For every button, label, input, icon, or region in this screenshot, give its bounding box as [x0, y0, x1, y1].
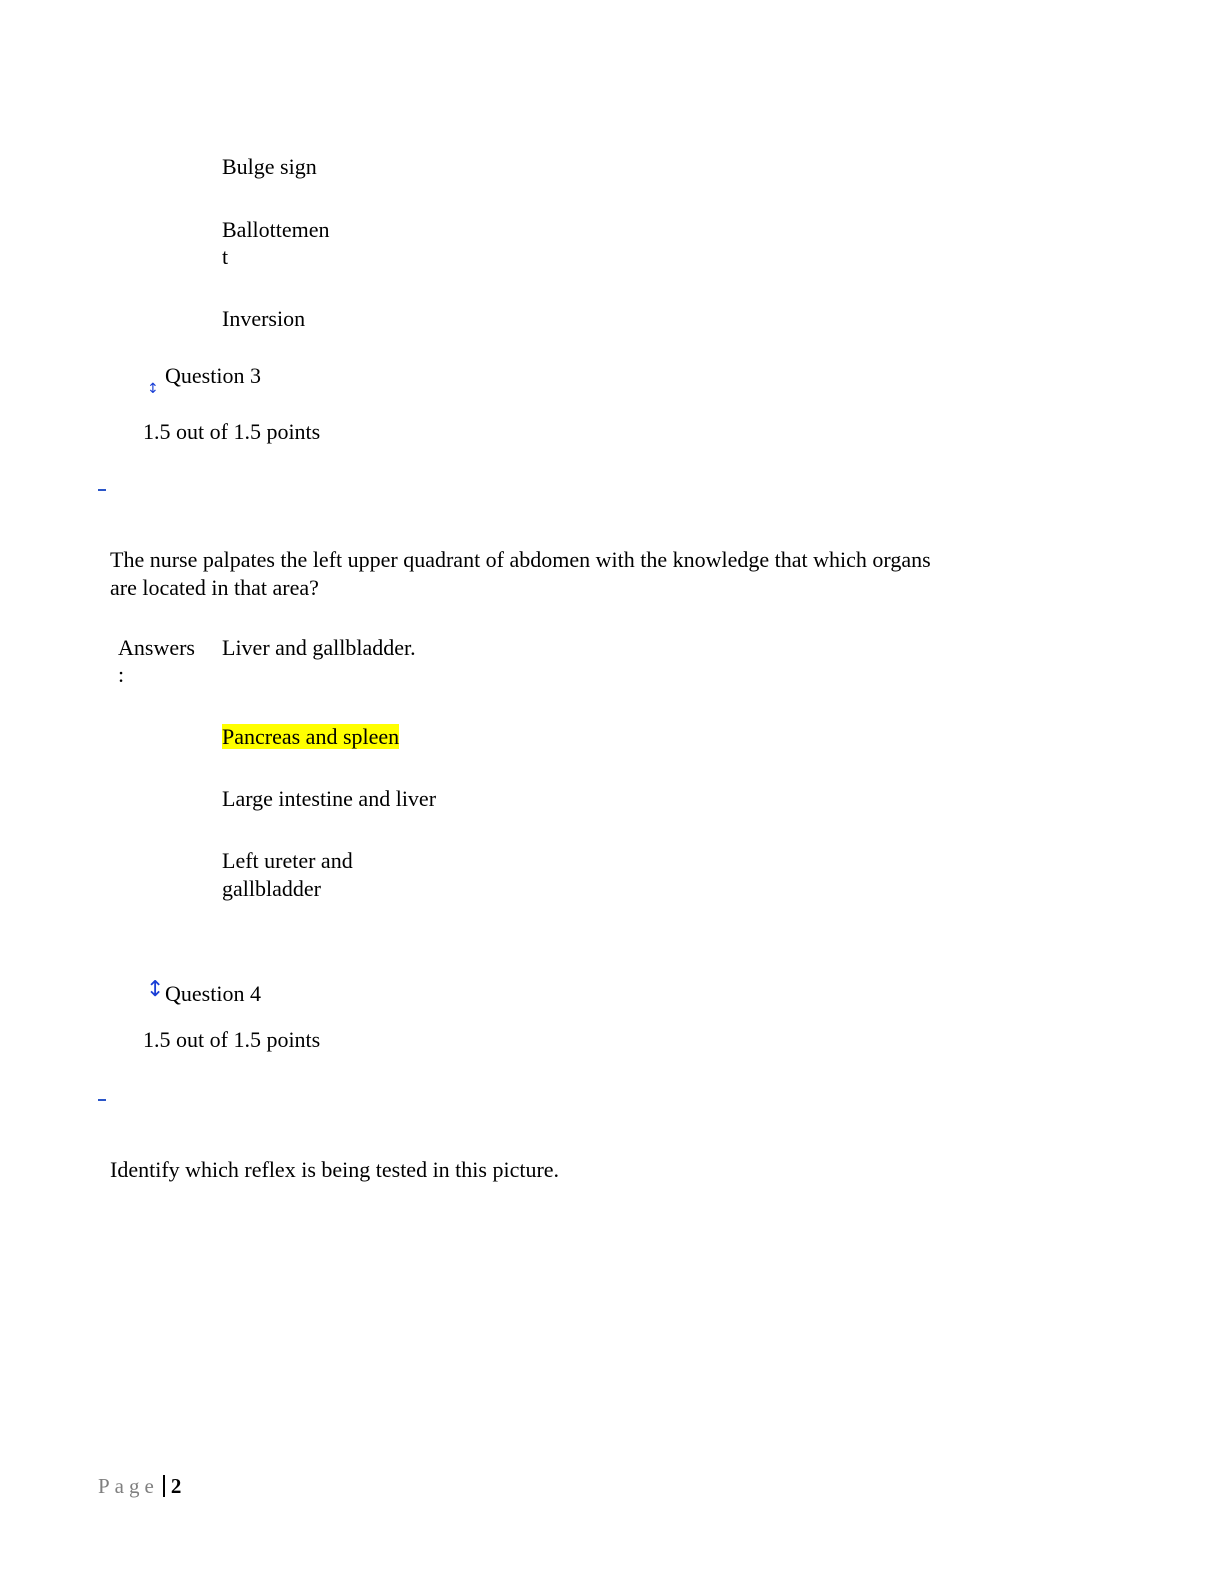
page-footer — [98, 1472, 181, 1500]
q4-prompt: Identify which reflex is being tested in this picture. — [110, 1157, 560, 1182]
q2-option-ballottement-part2: t — [222, 244, 229, 269]
q2-option-ballottement-part1: Ballottemen — [222, 217, 330, 242]
q2-option-inversion: Inversion — [222, 306, 306, 331]
q3-option-pancreas-spleen — [222, 723, 399, 751]
minus-icon[interactable] — [98, 489, 106, 491]
q4-score: 1.5 out of 1.5 points — [143, 1027, 321, 1052]
q3-option-left-ureter-part1: Left ureter and — [222, 848, 353, 873]
up-down-arrow-icon[interactable]: ↕ — [147, 381, 159, 397]
q3-option-large-intestine-liver: Large intestine and liver — [222, 786, 437, 811]
q2-option-bulge-sign: Bulge sign — [222, 154, 317, 179]
q3-score: 1.5 out of 1.5 points — [143, 419, 321, 444]
footer-divider — [163, 1475, 165, 1497]
answers-label-colon: : — [118, 662, 125, 687]
page-number: 2 — [170, 1474, 182, 1498]
answers-label: Answers — [118, 635, 195, 660]
page-label: Page — [98, 1474, 159, 1498]
q3-heading: Question 3 — [165, 363, 261, 388]
minus-icon[interactable] — [98, 1099, 106, 1101]
correct-answer-highlight: Pancreas and spleen — [222, 724, 400, 749]
q3-option-liver-gallbladder: Liver and gallbladder. — [222, 635, 416, 660]
q3-prompt-line1: The nurse palpates the left upper quadrant of abdomen with the knowledge that which organs — [110, 547, 931, 572]
q3-option-left-ureter-part2: gallbladder — [222, 876, 321, 901]
up-down-arrow-icon[interactable]: ↕ — [146, 977, 165, 1002]
q4-heading: Question 4 — [165, 981, 261, 1006]
q3-prompt-line2: are located in that area? — [110, 575, 319, 600]
